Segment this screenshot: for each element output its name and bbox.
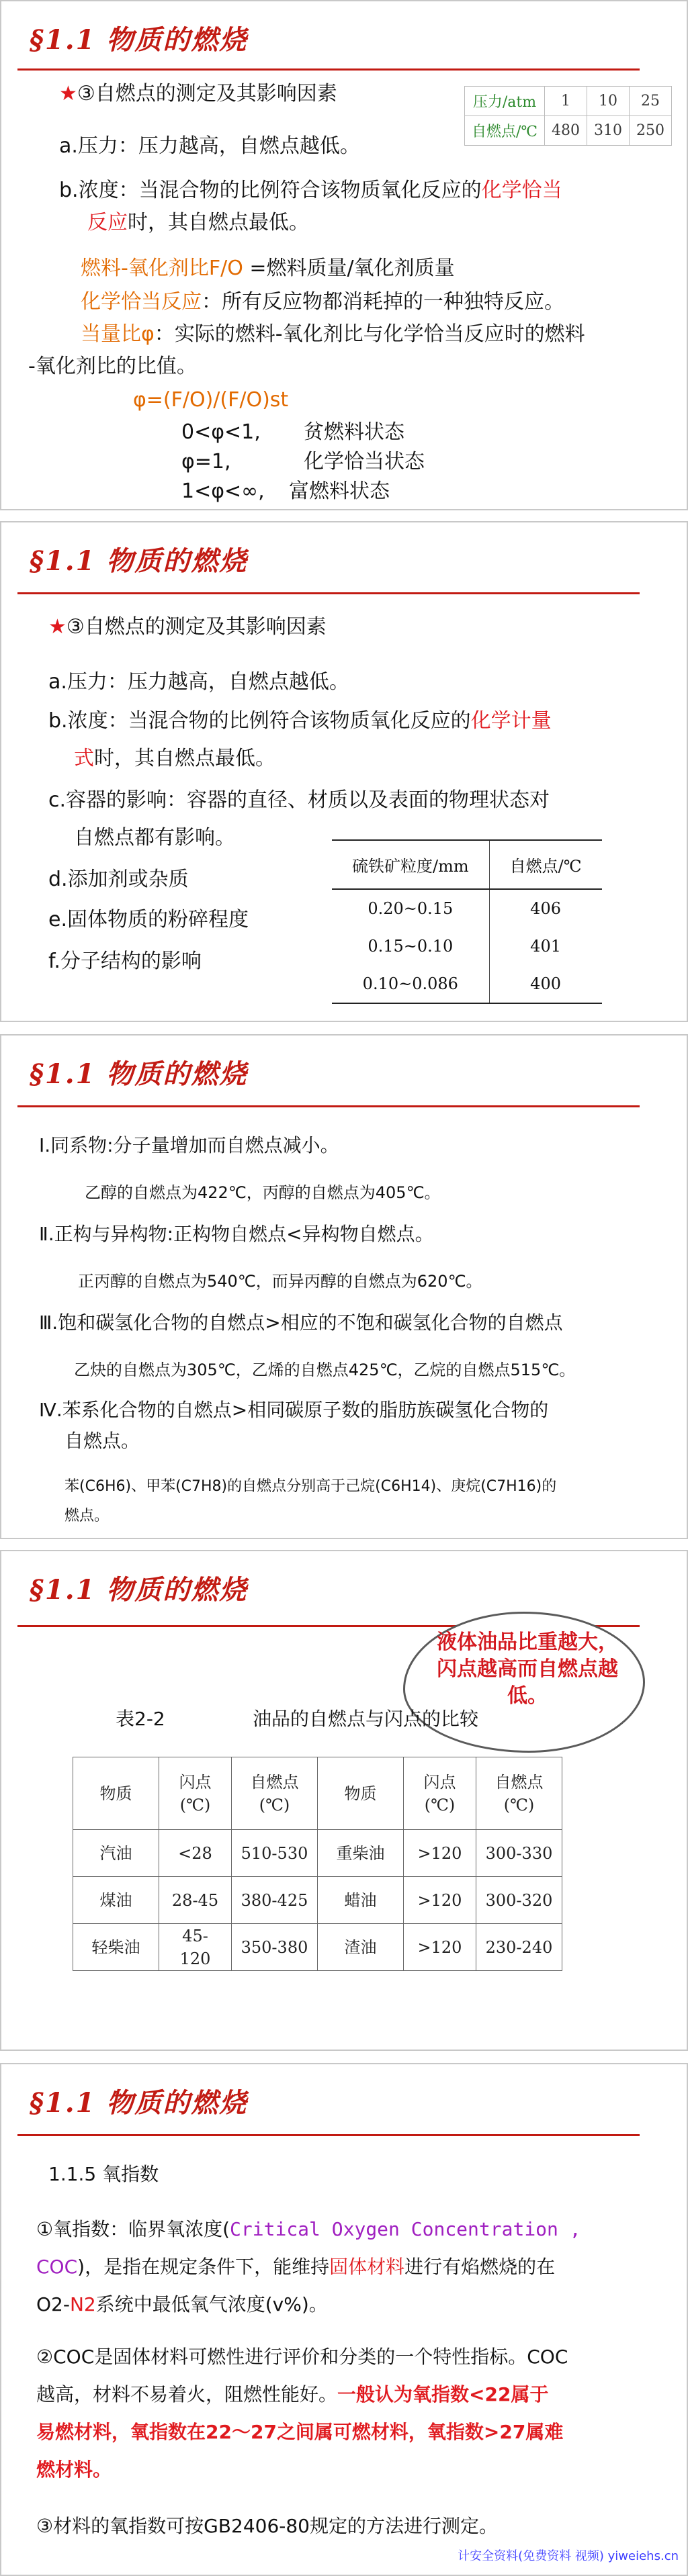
title-divider [17,68,640,71]
paragraph-1-cont2: O2-N2系统中最低氧气浓度(v%)。 [36,2293,328,2315]
heading: ★③自燃点的测定及其影响因素 [59,82,337,105]
case-row: 0<φ<1, 贫燃料状态 [181,420,404,444]
title-divider [17,1105,640,1107]
point-iv-cont: 自燃点。 [64,1430,140,1452]
slide-title: §1.1 物质的燃烧 [30,1574,248,1606]
title-divider [17,2134,640,2136]
slide-1 [0,0,688,510]
paragraph-2: ②COC是固体材料可燃性进行评价和分类的一个特性指标。COC [36,2346,568,2368]
item-b-cont: 反应时，其自燃点最低。 [87,211,309,234]
eq-definition-cont: -氧化剂比的比值。 [28,355,197,378]
point-iv-example: 苯(C6H6)、甲苯(C7H8)的自燃点分别高于己烷(C6H14)、庚烷(C7H16)的 [64,1478,557,1495]
item-c-cont: 自燃点都有影响。 [74,826,235,849]
slide-title: §1.1 物质的燃烧 [30,545,248,577]
item-b-cont: 式时，其自燃点最低。 [74,747,275,770]
slide-title: §1.1 物质的燃烧 [30,24,248,56]
point-iii: Ⅲ.饱和碳氢化合物的自燃点>相应的不饱和碳氢化合物的自燃点 [39,1312,563,1334]
table-row: 0.15~0.10 401 [332,927,602,965]
case-row: 1<φ<∞, 富燃料状态 [181,479,390,503]
callout-text: 液体油品比重越大，闪点越高而自燃点越低。 [437,1630,618,1708]
point-iii-example: 乙炔的自燃点为305℃，乙烯的自燃点425℃，乙烷的自燃点515℃。 [74,1361,576,1379]
paragraph-3: ③材料的氧指数可按GB2406-80规定的方法进行测定。 [36,2515,499,2537]
watermark-link[interactable]: 计安全资料(免费资料 视频) yiweiehs.cn [458,2549,679,2563]
table-row: 汽油 <28 510-530 重柴油 >120 300-330 [73,1830,562,1877]
slide-title: §1.1 物质的燃烧 [30,1058,248,1090]
case-row: φ=1, 化学恰当状态 [181,450,425,473]
item-e: e.固体物质的粉碎程度 [48,908,249,931]
item-f: f.分子结构的影响 [48,950,202,973]
oil-table [73,1757,562,1971]
table-row: 自燃点/℃ 480 310 250 [464,116,671,146]
eq-formula: φ=(F/O)/(F/O)st [133,388,289,412]
point-iv: Ⅳ.苯系化合物的自燃点>相同碳原子数的脂肪族碳氢化合物的 [39,1399,549,1421]
star-icon: ★ [48,615,67,639]
table-row: 煤油 28-45 380-425 蜡油 >120 300-320 [73,1877,562,1924]
table-row: 0.20~0.15 406 [332,889,602,927]
item-d: d.添加剂或杂质 [48,868,189,891]
point-i: Ⅰ.同系物:分子量增加而自燃点减小。 [39,1134,339,1156]
slide-5 [0,2063,688,2576]
point-iv-example-cont: 燃点。 [64,1508,110,1524]
paragraph-2-cont: 越高，材料不易着火，阻燃性能好。一般认为氧指数<22属于 [36,2383,549,2405]
paragraph-2-cont2: 易燃材料，氧指数在22～27之间属可燃材料，氧指数>27属难 [36,2421,564,2443]
table-header: 物质 闪点(℃) 自燃点(℃) 物质 闪点(℃) 自燃点(℃) [73,1757,562,1830]
item-b: b.浓度：当混合物的比例符合该物质氧化反应的化学计量 [48,709,552,733]
item-a: a.压力：压力越高，自燃点越低。 [59,134,360,158]
section-heading: 1.1.5 氧指数 [48,2163,159,2185]
pyrite-table [332,839,602,1004]
slide-title: §1.1 物质的燃烧 [30,2087,248,2119]
star-icon: ★ [59,82,77,105]
heading: ★③自燃点的测定及其影响因素 [48,615,327,639]
table-caption-no: 表2-2 [116,1708,165,1730]
stoich-definition: 化学恰当反应：所有反应物都消耗掉的一种独特反应。 [81,290,564,314]
paragraph-2-cont3: 燃材料。 [36,2458,112,2481]
table-row: 0.10~0.086 400 [332,965,602,1003]
table-caption: 油品的自燃点与闪点的比较 [253,1708,479,1730]
item-a: a.压力：压力越高，自燃点越低。 [48,670,349,694]
table-header: 硫铁矿粒度/mm 自燃点/℃ [332,840,602,889]
point-i-example: 乙醇的自燃点为422℃，丙醇的自燃点为405℃。 [85,1183,441,1202]
paragraph-1-cont: COC)，是指在规定条件下，能维持固体材料进行有焰燃烧的在 [36,2256,556,2278]
eq-definition: 当量比φ：实际的燃料-氧化剂比与化学恰当反应时的燃料 [81,322,585,346]
table-row: 压力/atm 1 10 25 [464,87,671,116]
paragraph-1: ①氧指数：临界氧浓度(Critical Oxygen Concentration , [36,2218,581,2240]
fo-definition: 燃料-氧化剂比F/O =燃料质量/氧化剂质量 [81,257,455,280]
table-row: 轻柴油 45-120 350-380 渣油 >120 230-240 [73,1924,562,1971]
item-c: c.容器的影响：容器的直径、材质以及表面的物理状态对 [48,788,550,812]
pressure-table [464,86,672,146]
item-b: b.浓度：当混合物的比例符合该物质氧化反应的化学恰当 [59,179,562,202]
point-ii-example: 正丙醇的自燃点为540℃，而异丙醇的自燃点为620℃。 [78,1272,482,1291]
point-ii: Ⅱ.正构与异构物:正构物自燃点<异构物自燃点。 [39,1223,434,1245]
title-divider [17,592,640,594]
